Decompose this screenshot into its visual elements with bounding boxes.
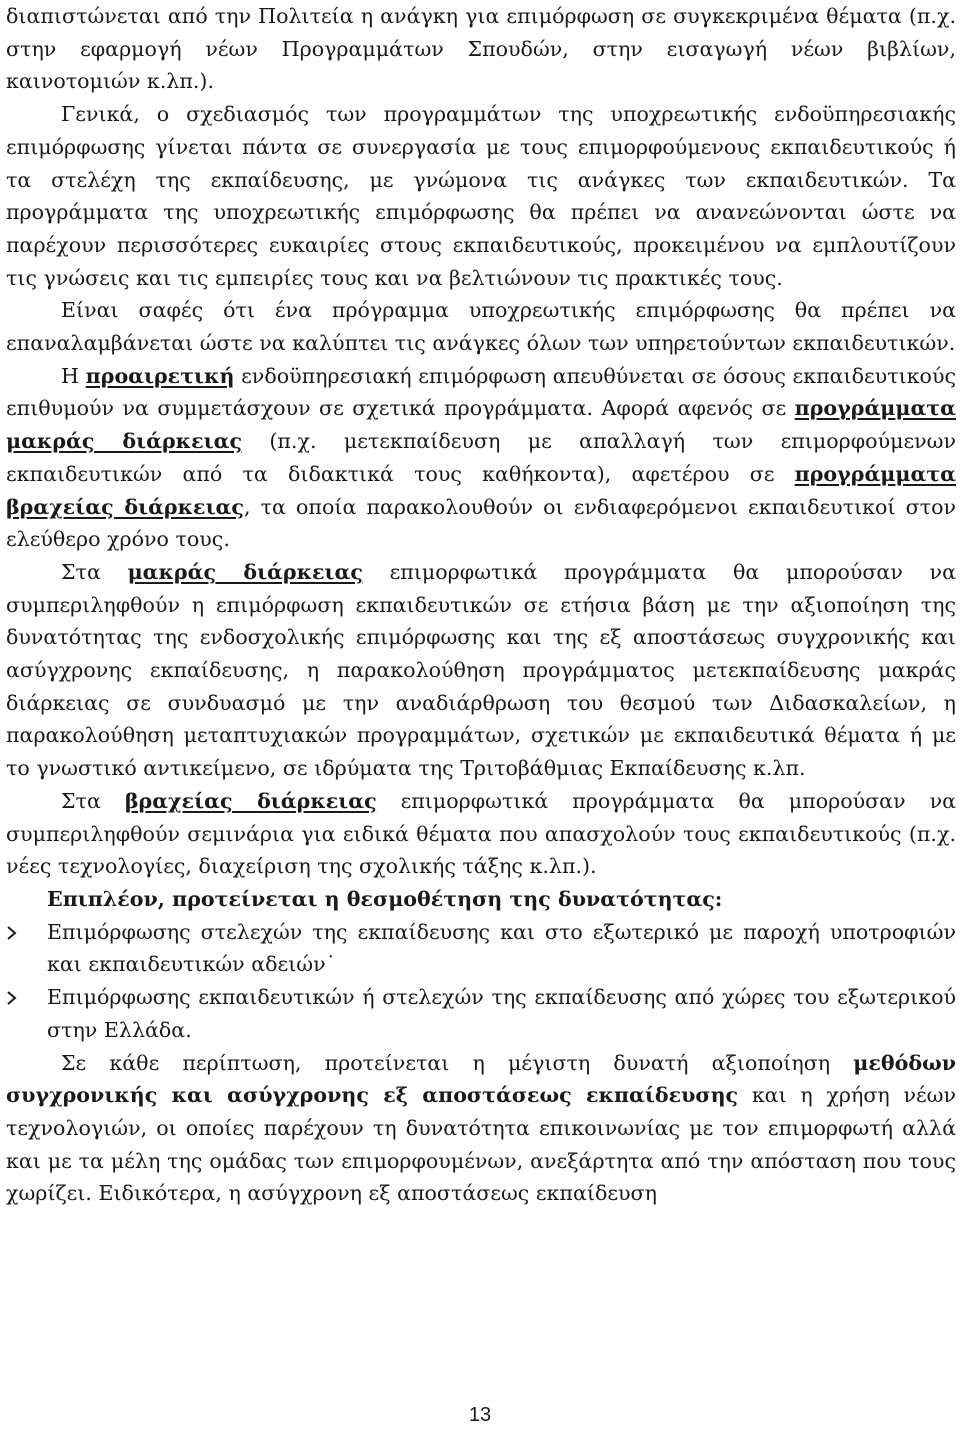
page-number: 13 bbox=[468, 1404, 492, 1426]
text-run: , τα οποία παρακολουθούν οι ενδιαφερόμενοι εκπαιδευτικοί στον ελεύθερο χρόνο τους. bbox=[6, 494, 956, 552]
text-run: (π.χ. μετεκπαίδευση με απαλλαγή των επιμορφούμενων εκπαιδευτικών από τα διδακτικά τους καθήκοντα), αφετέρου σε bbox=[6, 429, 956, 486]
emphasis-optional: προαιρετική bbox=[85, 363, 235, 388]
emphasis-short-programs: προγράμματα βραχείας διάρκειας bbox=[6, 461, 956, 519]
text-run: Σε κάθε περίπτωση, προτείνεται η μέγιστη δυνατή αξιοποίηση bbox=[61, 1050, 854, 1075]
section-heading: Επιπλέον, προτείνεται η θεσμοθέτηση της δυνατότητας: bbox=[47, 886, 723, 911]
text-run: Η bbox=[61, 363, 86, 388]
paragraph-long-duration bbox=[6, 556, 956, 785]
document-body bbox=[6, 0, 956, 1210]
arrow-bullet-icon bbox=[6, 991, 18, 1005]
text-run: ενδοϋπηρεσιακή επιμόρφωση απευθύνεται σε όσους εκπαιδευτικούς επιθυμούν να συμμετάσχουν σε σχετικά προγράμματα. Αφορά αφενός σε bbox=[6, 363, 956, 421]
paragraph-optional-training bbox=[6, 360, 956, 556]
text-run: επιμορφωτικά προγράμματα θα μπορούσαν να συμπεριληφθούν σεμινάρια για ειδικά θέματα που απασχολούν τους εκπαιδευτικούς (π.χ. νέες τεχνολογίες, διαχείριση της σχολικής τάξης κ.λπ.). bbox=[6, 788, 956, 879]
list-item bbox=[6, 981, 956, 1046]
paragraph-mandatory-training-design: Γενικά, ο σχεδιασμός των προγραμμάτων της υποχρεωτικής ενδοϋπηρεσιακής επιμόρφωσης γίνεται πάντα σε συνεργασία με τους επιμορφούμενους εκπαιδευτικούς ή τα στελέχη της εκπαίδευσης, με γνώμονα τις ανάγκες των εκπαιδευτικών. Τα προγράμματα της υποχρεωτικής επιμόρφωσης θα πρέπει να ανανεώνονται ώστε να παρέχουν περισσότερες ευκαιρίες στους εκπαιδευτικούς, προκειμένου να εμπλουτίζουν τις γνώσεις και τις εμπειρίες τους και να βελτιώνουν τις πρακτικές τους. bbox=[6, 102, 956, 290]
text-run: και η χρήση νέων τεχνολογιών, οι οποίες παρέχουν τη δυνατότητα επικοινωνίας με τον επιμορφωτή αλλά και με τα μέλη της ομάδας των επιμορφουμένων, ανεξάρτητα από την απόσταση που τους χωρίζει. Ειδικότερα, η ασύγχρονη εξ αποστάσεως εκπαίδευση bbox=[6, 1083, 956, 1206]
text-run: επιμορφωτικά προγράμματα θα μπορούσαν να συμπεριληφθούν η επιμόρφωση εκπαιδευτικών σε ετήσια βάση με την αξιοποίηση της δυνατότητας της ενδοσχολικής επιμόρφωσης και της εξ αποστάσεως συγχρονικής και ασύγχρονης εκπαίδευσης, η παρακολούθηση προγράμματος μετεκπαίδευσης μακράς διάρκειας σε συνδυασμό με την αναδιάρθρωση του θεσμού των Διδασκαλείων, η παρακολούθηση μεταπτυχιακών προγραμμάτων, σχετικών με εκπαιδευτικά θέματα ή με το γνωστικό αντικείμενο, σε ιδρύματα της Τριτοβάθμιας Εκπαίδευσης κ.λπ. bbox=[6, 559, 956, 781]
list-item-text: Επιμόρφωσης στελεχών της εκπαίδευσης και στο εξωτερικό με παροχή υποτροφιών και εκπαιδευτικών αδειών˙ bbox=[47, 919, 956, 977]
text-run: Στα bbox=[61, 559, 128, 584]
paragraph-short-duration bbox=[6, 785, 956, 883]
arrow-bullet-icon bbox=[6, 926, 18, 940]
emphasis-long-programs: προγράμματα μακράς διάρκειας bbox=[6, 396, 956, 454]
paragraph-distance-learning bbox=[6, 1047, 956, 1211]
proposal-list bbox=[6, 916, 956, 1047]
list-item bbox=[6, 916, 956, 981]
paragraph-repetition: Είναι σαφές ότι ένα πρόγραμμα υποχρεωτικής επιμόρφωσης θα πρέπει να επαναλαμβάνεται ώστε να καλύπτει τις ανάγκες όλων των υπηρετούντων εκπαιδευτικών. bbox=[6, 298, 956, 356]
text-run: Στα bbox=[61, 788, 125, 813]
list-item-text: Επιμόρφωσης εκπαιδευτικών ή στελεχών της εκπαίδευσης από χώρες του εξωτερικού στην Ελλάδα. bbox=[47, 985, 956, 1042]
paragraph-continued: διαπιστώνεται από την Πολιτεία η ανάγκη για επιμόρφωση σε συγκεκριμένα θέματα (π.χ. στην εφαρμογή νέων Προγραμμάτων Σπουδών, στην εισαγωγή νέων βιβλίων, καινοτομιών κ.λπ.). bbox=[6, 4, 956, 94]
emphasis-distance-methods: μεθόδων συγχρονικής και ασύγχρονης εξ αποστάσεως εκπαίδευσης bbox=[6, 1050, 956, 1108]
emphasis-short-duration: βραχείας διάρκειας bbox=[124, 788, 377, 813]
emphasis-long-duration: μακράς διάρκειας bbox=[127, 559, 363, 584]
